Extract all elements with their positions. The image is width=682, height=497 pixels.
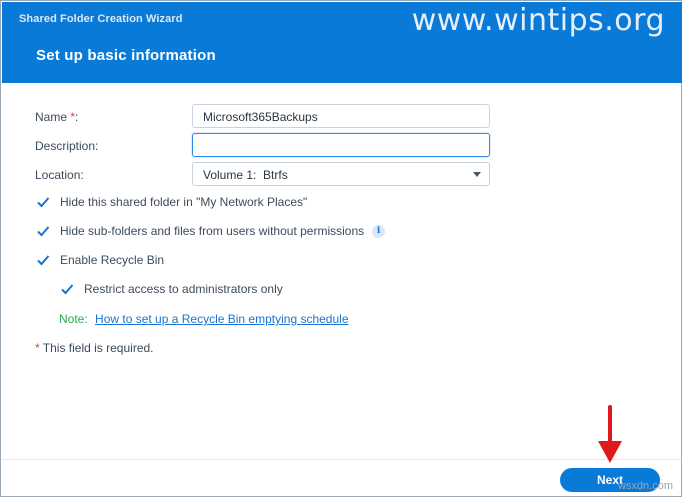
required-asterisk: * xyxy=(35,341,40,355)
next-button[interactable]: Next xyxy=(560,468,660,492)
step-title: Set up basic information xyxy=(36,47,216,64)
restrict-admins-label: Restrict access to administrators only xyxy=(84,282,283,296)
checkbox-hide-network-places[interactable] xyxy=(36,195,50,209)
name-input-value: Microsoft365Backups xyxy=(203,110,318,124)
location-selected-value: Volume 1: Btrfs xyxy=(203,168,288,182)
chevron-down-icon[interactable] xyxy=(473,172,481,177)
required-asterisk: * xyxy=(70,110,76,124)
recycle-bin-label: Enable Recycle Bin xyxy=(60,253,165,267)
site-watermark: wsxdn.com xyxy=(617,480,673,492)
required-field-note: * This field is required. xyxy=(35,341,154,355)
name-input[interactable] xyxy=(192,104,490,128)
note-label: Note: xyxy=(59,312,88,326)
checkbox-recycle-bin[interactable] xyxy=(36,253,50,267)
description-input[interactable] xyxy=(192,133,490,157)
wizard-title: Shared Folder Creation Wizard xyxy=(19,13,183,25)
description-label: Description: xyxy=(35,139,99,153)
red-arrow-icon xyxy=(595,405,625,465)
restrict-admins-option[interactable] xyxy=(60,282,283,296)
wizard-header xyxy=(2,2,682,83)
hide-network-places-option[interactable] xyxy=(36,195,307,209)
checkbox-hide-subfolders[interactable] xyxy=(36,224,50,238)
recycle-bin-schedule-link[interactable]: How to set up a Recycle Bin emptying schedule xyxy=(95,312,349,326)
hide-subfolders-label: Hide sub-folders and files from users without permissions xyxy=(60,224,365,238)
checkbox-restrict-admins[interactable] xyxy=(60,282,74,296)
hide-network-places-label: Hide this shared folder in "My Network Places" xyxy=(60,195,308,209)
location-label: Location: xyxy=(35,168,84,182)
hide-subfolders-option[interactable] xyxy=(36,224,385,238)
footer-divider xyxy=(2,459,682,460)
recycle-bin-option[interactable] xyxy=(36,253,164,267)
name-label: Name *: xyxy=(35,110,79,124)
watermark: www.wintips.org xyxy=(411,3,665,38)
recycle-bin-note xyxy=(59,312,349,326)
info-icon[interactable]: i xyxy=(372,225,385,238)
location-select[interactable] xyxy=(192,162,490,186)
